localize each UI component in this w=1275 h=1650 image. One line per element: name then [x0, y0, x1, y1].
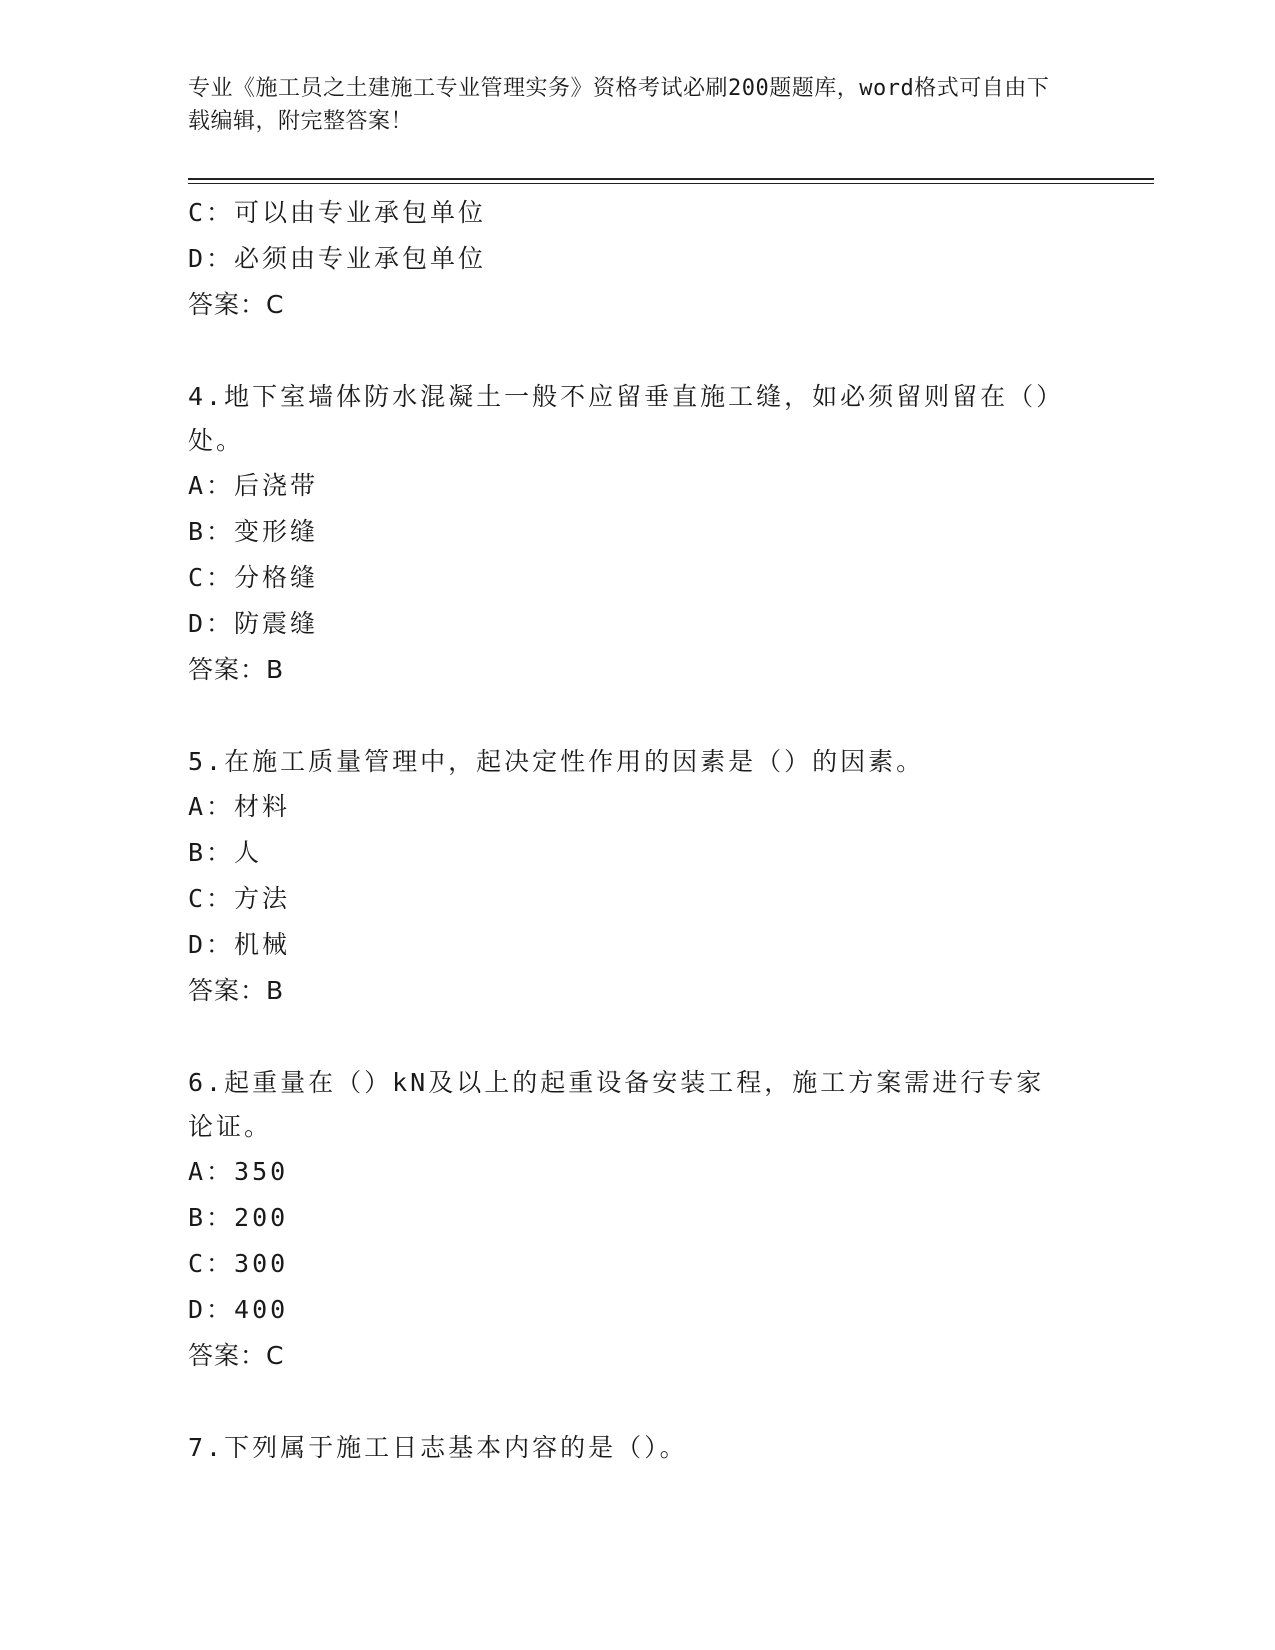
- option-a: A：材料: [188, 792, 291, 821]
- header-divider-thin: [188, 183, 1154, 184]
- question-text: 6.起重量在（）kN及以上的起重设备安装工程，施工方案需进行专家论证。: [188, 1068, 1045, 1141]
- option-c: C：300: [188, 1249, 289, 1278]
- question-block: [188, 1061, 1068, 1379]
- option-c: C：分格缝: [188, 563, 319, 592]
- option-c: C：方法: [188, 884, 291, 913]
- option-d: D：机械: [188, 930, 291, 959]
- option-a: A：350: [188, 1157, 289, 1186]
- question-block: [188, 1426, 1068, 1470]
- answer-line: 答案：B: [188, 655, 285, 684]
- option-a: A：后浇带: [188, 471, 319, 500]
- question-text: 7.下列属于施工日志基本内容的是（）。: [188, 1433, 688, 1462]
- question-block: [188, 190, 1068, 328]
- option-d: D：必须由专业承包单位: [188, 244, 487, 273]
- header-divider-thick: [188, 178, 1154, 180]
- option-d: D：400: [188, 1295, 289, 1324]
- question-list: [188, 190, 1068, 1470]
- question-block: [188, 375, 1068, 693]
- option-b: B：200: [188, 1203, 289, 1232]
- question-block: [188, 740, 1068, 1014]
- answer-line: 答案：C: [188, 290, 285, 319]
- question-text: 5.在施工质量管理中，起决定性作用的因素是（）的因素。: [188, 747, 925, 776]
- option-b: B：变形缝: [188, 517, 319, 546]
- page-header: 专业《施工员之土建施工专业管理实务》资格考试必刷200题题库，word格式可自由下载编辑，附完整答案！: [188, 76, 1050, 134]
- question-text: 4.地下室墙体防水混凝土一般不应留垂直施工缝，如必须留则留在（）处。: [188, 382, 1065, 455]
- option-d: D：防震缝: [188, 609, 319, 638]
- answer-line: 答案：B: [188, 976, 285, 1005]
- answer-line: 答案：C: [188, 1341, 285, 1370]
- option-c: C：可以由专业承包单位: [188, 198, 487, 227]
- option-b: B：人: [188, 838, 263, 867]
